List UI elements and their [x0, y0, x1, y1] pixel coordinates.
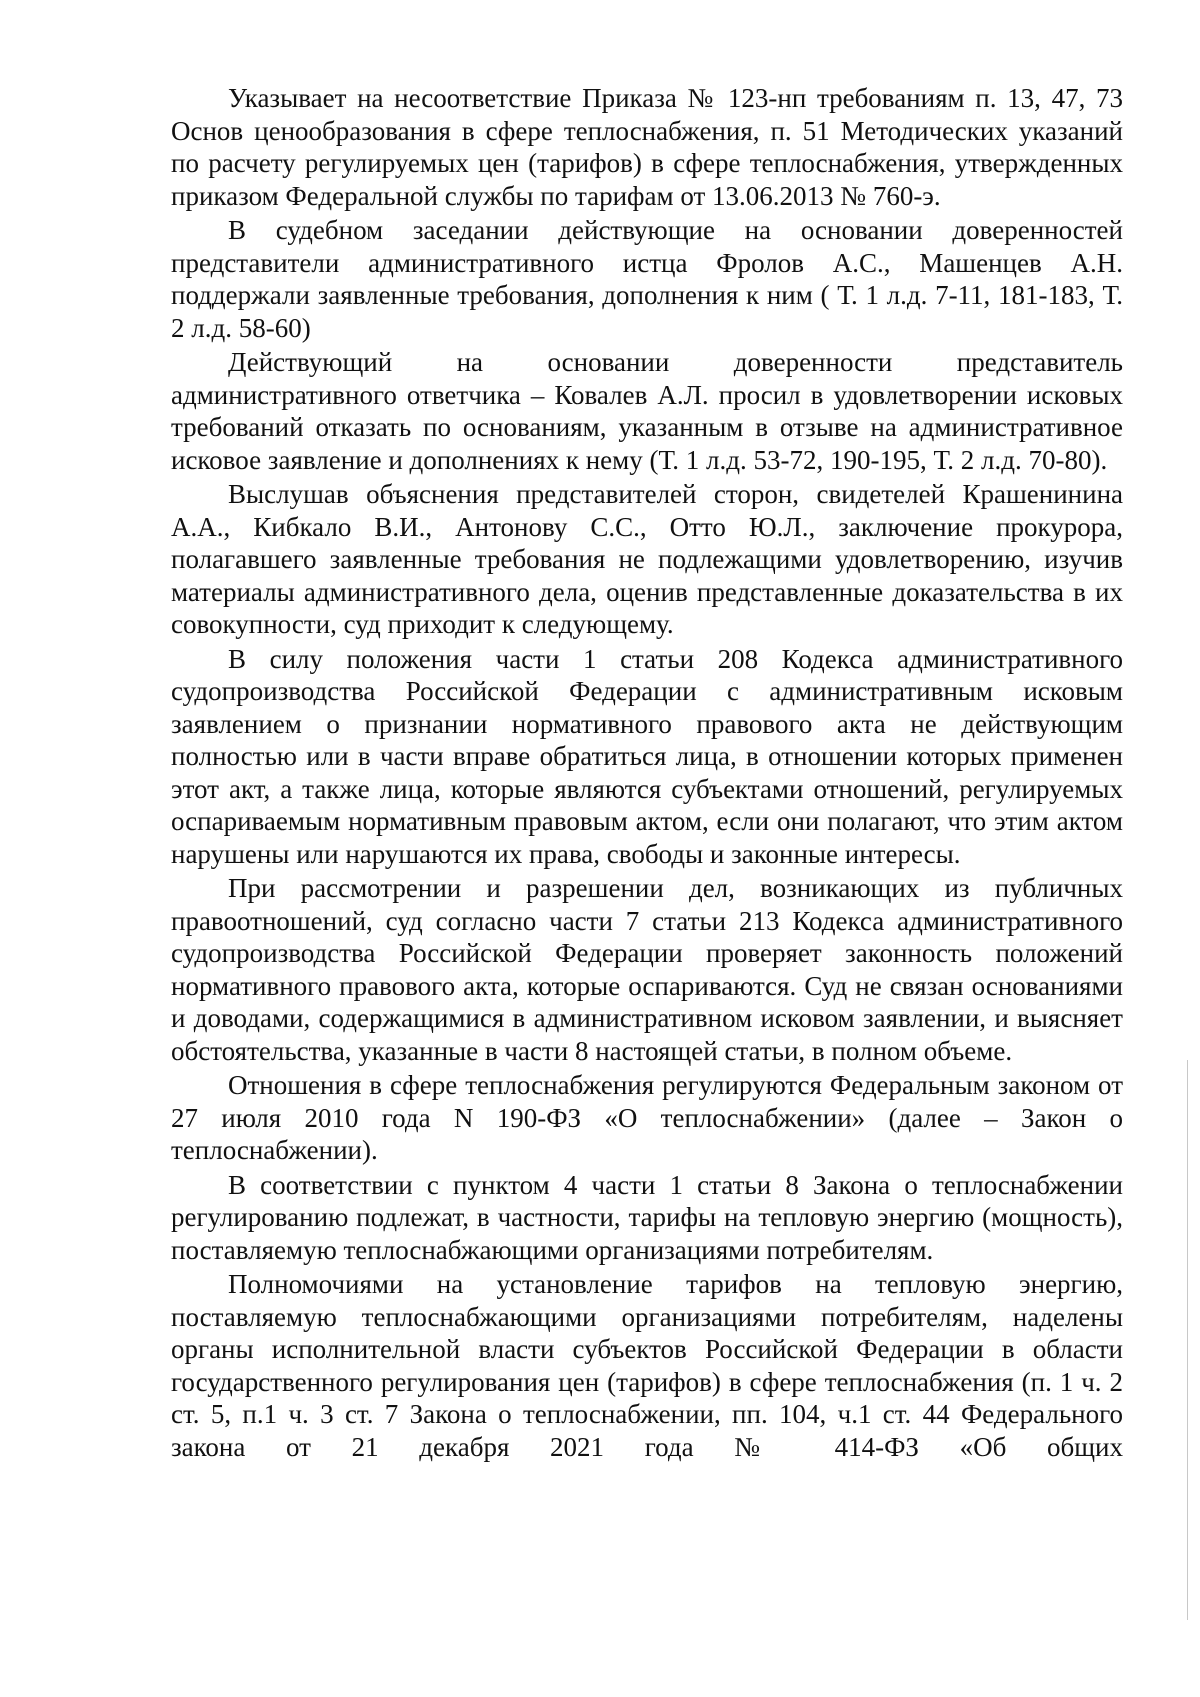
- paragraph-2: В судебном заседании действующие на основании доверенностей представители административного истца Фролов А.С., Машенцев А.Н. поддержали заявленные требования, дополнения к ним ( Т. 1 л.д. 7-11, 181-183, Т. 2 л.д. 58-60): [171, 215, 1123, 343]
- document-body: [171, 82, 1123, 1465]
- paragraph-8: В соответствии с пунктом 4 части 1 статьи 8 Закона о теплоснабжении регулированию подлежат, в частности, тарифы на тепловую энергию (мощность), поставляемую теплоснабжающими организациями потребителям.: [171, 1169, 1123, 1265]
- paragraph-9: Полномочиями на установление тарифов на тепловую энергию, поставляемую теплоснабжающими организациями потребителям, наделены органы исполнительной власти субъектов Российской Федерации в области государственного регулирования цен (тарифов) в сфере теплоснабжения (п. 1 ч. 2 ст. 5, п.1 ч. 3 ст. 7 Закона о теплоснабжении, пп. 104, ч.1 ст. 44 Федерального закона от 21 декабря 2021 года № 414-ФЗ «Об общих: [171, 1269, 1123, 1462]
- scan-edge-line: [1187, 1060, 1188, 1620]
- paragraph-4: Выслушав объяснения представителей сторон, свидетелей Крашенинина А.А., Кибкало В.И., Антонову С.С., Отто Ю.Л., заключение прокурора, полагавшего заявленные требования не подлежащими удовлетворению, изучив материалы административного дела, оценив представленные доказательства в их совокупности, суд приходит к следующему.: [171, 479, 1123, 639]
- paragraph-6: При рассмотрении и разрешении дел, возникающих из публичных правоотношений, суд согласно части 7 статьи 213 Кодекса административного судопроизводства Российской Федерации проверяет законность положений нормативного правового акта, которые оспариваются. Суд не связан основаниями и доводами, содержащимися в административном исковом заявлении, и выясняет обстоятельства, указанные в части 8 настоящей статьи, в полном объеме.: [171, 873, 1123, 1066]
- paragraph-5: В силу положения части 1 статьи 208 Кодекса административного судопроизводства Российской Федерации с административным исковым заявлением о признании нормативного правового акта не действующим полностью или в части вправе обратиться лица, в отношении которых применен этот акт, а также лица, которые являются субъектами отношений, регулируемых оспариваемым нормативным правовым актом, если они полагают, что этим актом нарушены или нарушаются их права, свободы и законные интересы.: [171, 643, 1123, 869]
- paragraph-7: Отношения в сфере теплоснабжения регулируются Федеральным законом от 27 июля 2010 года N 190-ФЗ «О теплоснабжении» (далее – Закон о теплоснабжении).: [171, 1070, 1123, 1165]
- paragraph-3: Действующий на основании доверенности представитель административного ответчика – Ковалев А.Л. просил в удовлетворении исковых требований отказать по основаниям, указанным в отзыве на административное исковое заявление и дополнениях к нему (Т. 1 л.д. 53-72, 190-195, Т. 2 л.д. 70-80).: [171, 347, 1123, 475]
- paragraph-1: Указывает на несоответствие Приказа № 123-нп требованиям п. 13, 47, 73 Основ ценообразования в сфере теплоснабжения, п. 51 Методических указаний по расчету регулируемых цен (тарифов) в сфере теплоснабжения, утвержденных приказом Федеральной службы по тарифам от 13.06.2013 № 760-э.: [171, 83, 1123, 211]
